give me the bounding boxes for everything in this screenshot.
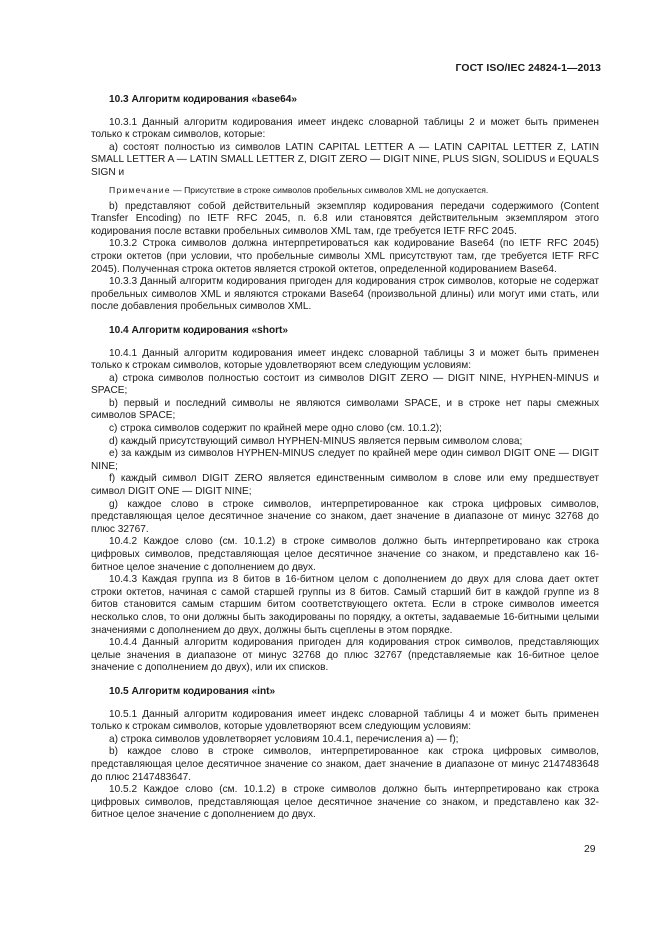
paragraph: 10.5.1 Данный алгоритм кодирования имеет индекс словарной таблицы 4 и может быть применен только к строкам символов, которые удовлетворяют всем следующим условиям: — [91, 708, 599, 733]
section-heading-10-3: 10.3 Алгоритм кодирования «base64» — [109, 94, 298, 105]
list-item: b) представляют собой действительный экземпляр кодирования передачи содержимого (Content Transfer Encoding) по IETF RFC 2045, п. 6.8 или становятся действительным экземпляром этого кодирования после вставки пробельных символов XML там, где требуется IETF RFC 2045. — [91, 200, 599, 237]
page-body — [91, 94, 599, 822]
note-label: Примечание — [109, 184, 171, 195]
section-heading-10-5: 10.5 Алгоритм кодирования «int» — [109, 685, 276, 697]
paragraph: 10.3.1 Данный алгоритм кодирования имеет индекс словарной таблицы 2 и может быть применен только к строкам символов, которые: — [91, 116, 599, 141]
list-item: c) строка символов содержит по крайней мере одно слово (см. 10.1.2); — [109, 423, 442, 435]
document-header: ГОСТ ISO/IEC 24824-1—2013 — [455, 63, 601, 74]
paragraph: 10.4.4 Данный алгоритм кодирования пригоден для кодирования строк символов, представляющих целые значения в диапазоне от минус 32768 до плюс 32767 (представляемые как 16-битное целое значение с дополнением до двух), или их списков. — [91, 637, 599, 674]
paragraph: 10.3.3 Данный алгоритм кодирования пригоден для кодирования строк символов, которые не содержат пробельных символов XML и являются строками Base64 (произвольной длины) или могут ими стать, или после добавления пробельных символов XML. — [91, 276, 599, 313]
paragraph: 10.4.3 Каждая группа из 8 битов в 16-битном целом с дополнением до двух для слова дает октет строки октетов, начиная с самой старшей группы из 8 битов. Самый старший бит в каждой группе из 8 битов становится самым старшим битом соответствующего октета. Если в строке символов имеется несколько слов, то они должны быть закодированы по порядку, а октеты, задаваемые 16-битными целыми значениями с дополнением до двух, должны быть сцеплены в этом порядке. — [91, 574, 599, 636]
section-heading-10-4: 10.4 Алгоритм кодирования «short» — [109, 324, 289, 336]
paragraph: 10.4.1 Данный алгоритм кодирования имеет индекс словарной таблицы 3 и может быть применен только к строкам символов, которые удовлетворяют всем следующим условиям: — [91, 347, 599, 372]
page-number: 29 — [584, 844, 596, 855]
list-item: b) первый и последний символы не являются символами SPACE, и в строке нет пары смежных символов SPACE; — [91, 397, 599, 422]
list-item: d) каждый присутствующий символ HYPHEN-MINUS является первым символом слова; — [109, 435, 523, 447]
list-item: f) каждый символ DIGIT ZERO является единственным символом в слове или ему предшествует символ DIGIT ONE — DIGIT NINE; — [91, 473, 599, 498]
list-item: a) строка символов полностью состоит из символов DIGIT ZERO — DIGIT NINE, HYPHEN-MINUS и SPACE; — [91, 372, 599, 397]
paragraph: 10.3.2 Строка символов должна интерпретироваться как кодирование Base64 (по IETF RFC 2045) строки октетов (при условии, что пробельные символы XML присутствуют там, где требуется IETF RFC 2045). Полученная строка октетов является строкой октетов, определенной кодированием Base64. — [91, 238, 599, 275]
list-item: a) состоят полностью из символов LATIN CAPITAL LETTER A — LATIN CAPITAL LETTER Z, LATIN SMALL LETTER A — LATIN SMALL LETTER Z, DIGIT ZERO — DIGIT NINE, PLUS SIGN, SOLIDUS и EQUALS SIGN и — [91, 141, 599, 178]
note — [91, 185, 599, 196]
note-text: — Присутствие в строке символов пробельных символов XML не допускается. — [170, 184, 489, 195]
list-item: a) строка символов удовлетворяет условиям 10.4.1, перечисления a) — f); — [109, 733, 459, 745]
list-item: e) за каждым из символов HYPHEN-MINUS следует по крайней мере один символ DIGIT ONE — DIGIT NINE; — [91, 448, 599, 472]
paragraph: 10.5.2 Каждое слово (см. 10.1.2) в строке символов должно быть интерпретировано как строка цифровых символов, представляющая целое десятичное значение со знаком, и представлено как 32-битное целое значение с дополнением до двух. — [91, 784, 599, 821]
paragraph: 10.4.2 Каждое слово (см. 10.1.2) в строке символов должно быть интерпретировано как строка цифровых символов, представляющая целое десятичное значение со знаком, и представлено как 16-битное целое значение с дополнением до двух. — [91, 536, 599, 573]
list-item: g) каждое слово в строке символов, интерпретированное как строка цифровых символов, представляющая целое десятичное значение со знаком, дает значение в диапазоне от минус 32768 до плюс 32767. — [91, 498, 599, 535]
list-item: b) каждое слово в строке символов, интерпретированное как строка цифровых символов, представляющая целое десятичное значение со знаком, дает значение в диапазоне от минус 2147483648 до плюс 2147483647. — [91, 746, 599, 783]
